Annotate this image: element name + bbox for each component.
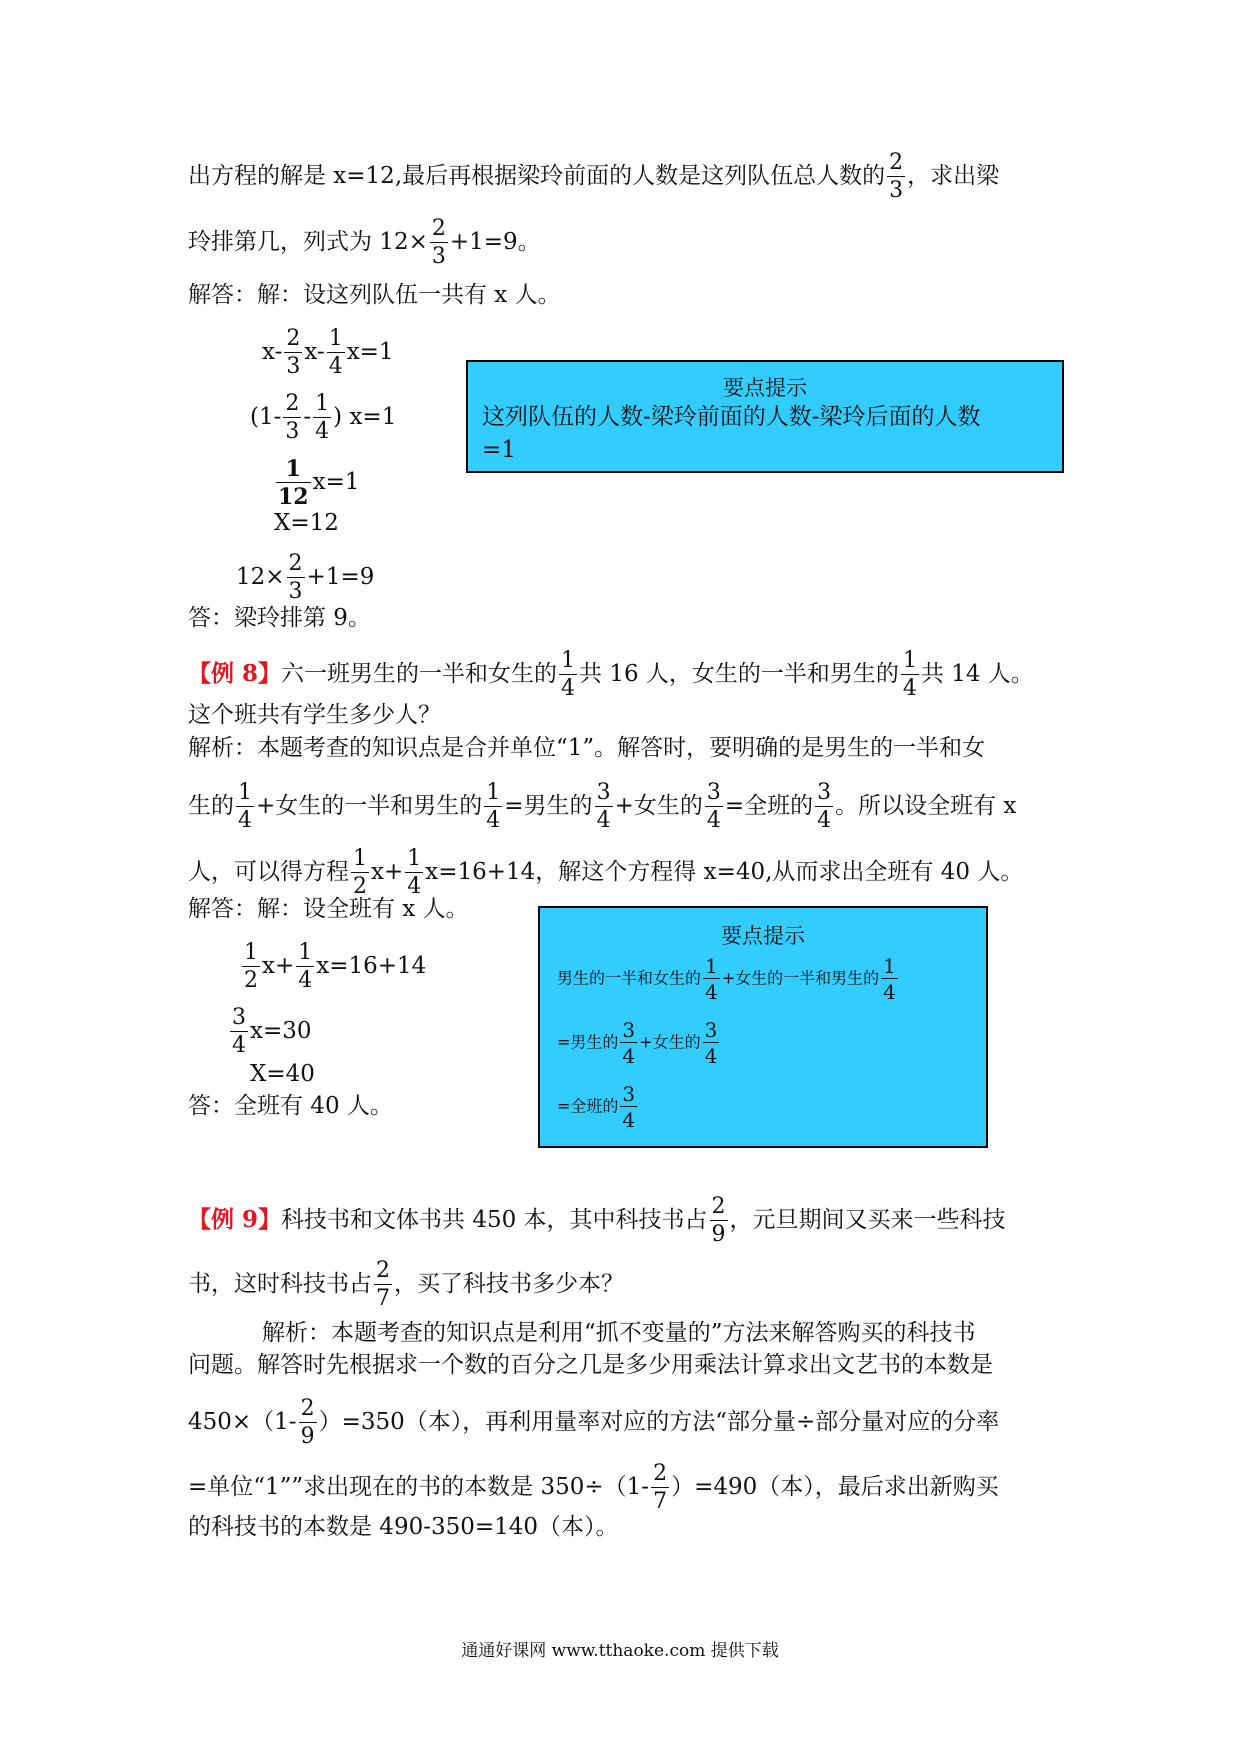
text-line: 书，这时科技书占 $\frac{2}{7}$ ，买了科技书多少本？	[188, 1258, 624, 1311]
tip-text: =男生的 $\frac{3}{4}$ +女生的 $\frac{3}{4}$	[557, 1018, 718, 1068]
tip-text: 这列队伍的人数-梁玲前面的人数-梁玲后面的人数	[482, 404, 981, 430]
equation-line: X=40	[250, 1061, 315, 1087]
equation-line: $\frac{1}{2}$ x+ $\frac{1}{4}$ x=16+14	[244, 940, 427, 993]
tip-text: 男生的一半和女生的 $\frac{1}{4}$ +女生的一半和男生的 $\frac{1}{4}$	[557, 954, 896, 1004]
example-heading: 【例 8】六一班男生的一半和女生的 $\frac{1}{4}$ 共 16 人，女生的一半和男生的 $\frac{1}{4}$ 共 14 人。	[188, 648, 1034, 701]
fraction: $\frac{2}{3}$	[431, 216, 446, 269]
tip-box	[538, 906, 988, 1148]
text-line: 玲排第几，列式为 12× $\frac{2}{3}$ +1=9。	[188, 216, 541, 269]
answer-lead: 解答：解：设全班有 x 人。	[188, 896, 469, 922]
tip-title: 要点提示	[721, 924, 805, 948]
text-line: 解析：本题考查的知识点是利用“抓不变量的”方法来解答购买的科技书	[262, 1320, 976, 1346]
conclusion: 答：全班有 40 人。	[188, 1093, 393, 1119]
equation-line: (1- $\frac{2}{3}$ - $\frac{1}{4}$ ) x=1	[250, 391, 397, 444]
text-line: 解析：本题考查的知识点是合并单位“1”。解答时，要明确的是男生的一半和女	[188, 735, 986, 761]
text-line: 问题。解答时先根据求一个数的百分之几是多少用乘法计算求出文艺书的本数是	[188, 1352, 993, 1378]
text-line: 生的 $\frac{1}{4}$ +女生的一半和男生的 $\frac{1}{4}$ =男生的 $\frac{3}{4}$ +女生的 $\frac{3}{4}$ =全班的 $\frac{3}{4}$ 。所以设全班有 x	[188, 780, 1017, 833]
equation-line: 12× $\frac{2}{3}$ +1=9	[236, 551, 375, 604]
conclusion: 答：梁玲排第 9。	[188, 605, 371, 631]
text-line: 的科技书的本数是 490-350=140（本）。	[188, 1514, 619, 1540]
example-tag: 【例 9】	[188, 1206, 282, 1233]
equation-line: $\frac{1}{12}$ x=1	[278, 456, 360, 510]
equation-line: x- $\frac{2}{3}$ x- $\frac{1}{4}$ x=1	[262, 326, 394, 379]
tip-text: =1	[482, 437, 516, 463]
tip-title: 要点提示	[723, 376, 807, 400]
text-line: =单位“1””求出现在的书的本数是 350÷（1- $\frac{2}{7}$ ）=490（本），最后求出新购买	[188, 1461, 999, 1514]
tip-text: =全班的 $\frac{3}{4}$	[557, 1082, 636, 1132]
equation-line: $\frac{3}{4}$ x=30	[232, 1005, 312, 1058]
page-footer: 通通好课网 www.tthaoke.com 提供下载	[461, 1641, 779, 1661]
text-line: 出方程的解是 x=12,最后再根据梁玲前面的人数是这列队伍总人数的 $\frac{2}{3}$ ，求出梁	[188, 150, 1000, 203]
tip-box	[466, 360, 1064, 473]
equation-line: X=12	[274, 510, 339, 536]
example-tag: 【例 8】	[188, 660, 282, 687]
text-line: 这个班共有学生多少人？	[188, 702, 441, 728]
example-heading: 【例 9】科技书和文体书共 450 本，其中科技书占 $\frac{2}{9}$ ，元旦期间又买来一些科技	[188, 1194, 1006, 1247]
text-line: 人，可以得方程 $\frac{1}{2}$ x+ $\frac{1}{4}$ x=16+14，解这个方程得 x=40,从而求出全班有 40 人。	[188, 846, 1024, 899]
text-line: 450×（1- $\frac{2}{9}$ ）=350（本），再利用量率对应的方法“部分量÷部分量对应的分率	[188, 1396, 1000, 1449]
answer-lead: 解答：解：设这列队伍一共有 x 人。	[188, 282, 561, 308]
fraction: $\frac{2}{3}$	[889, 150, 904, 203]
